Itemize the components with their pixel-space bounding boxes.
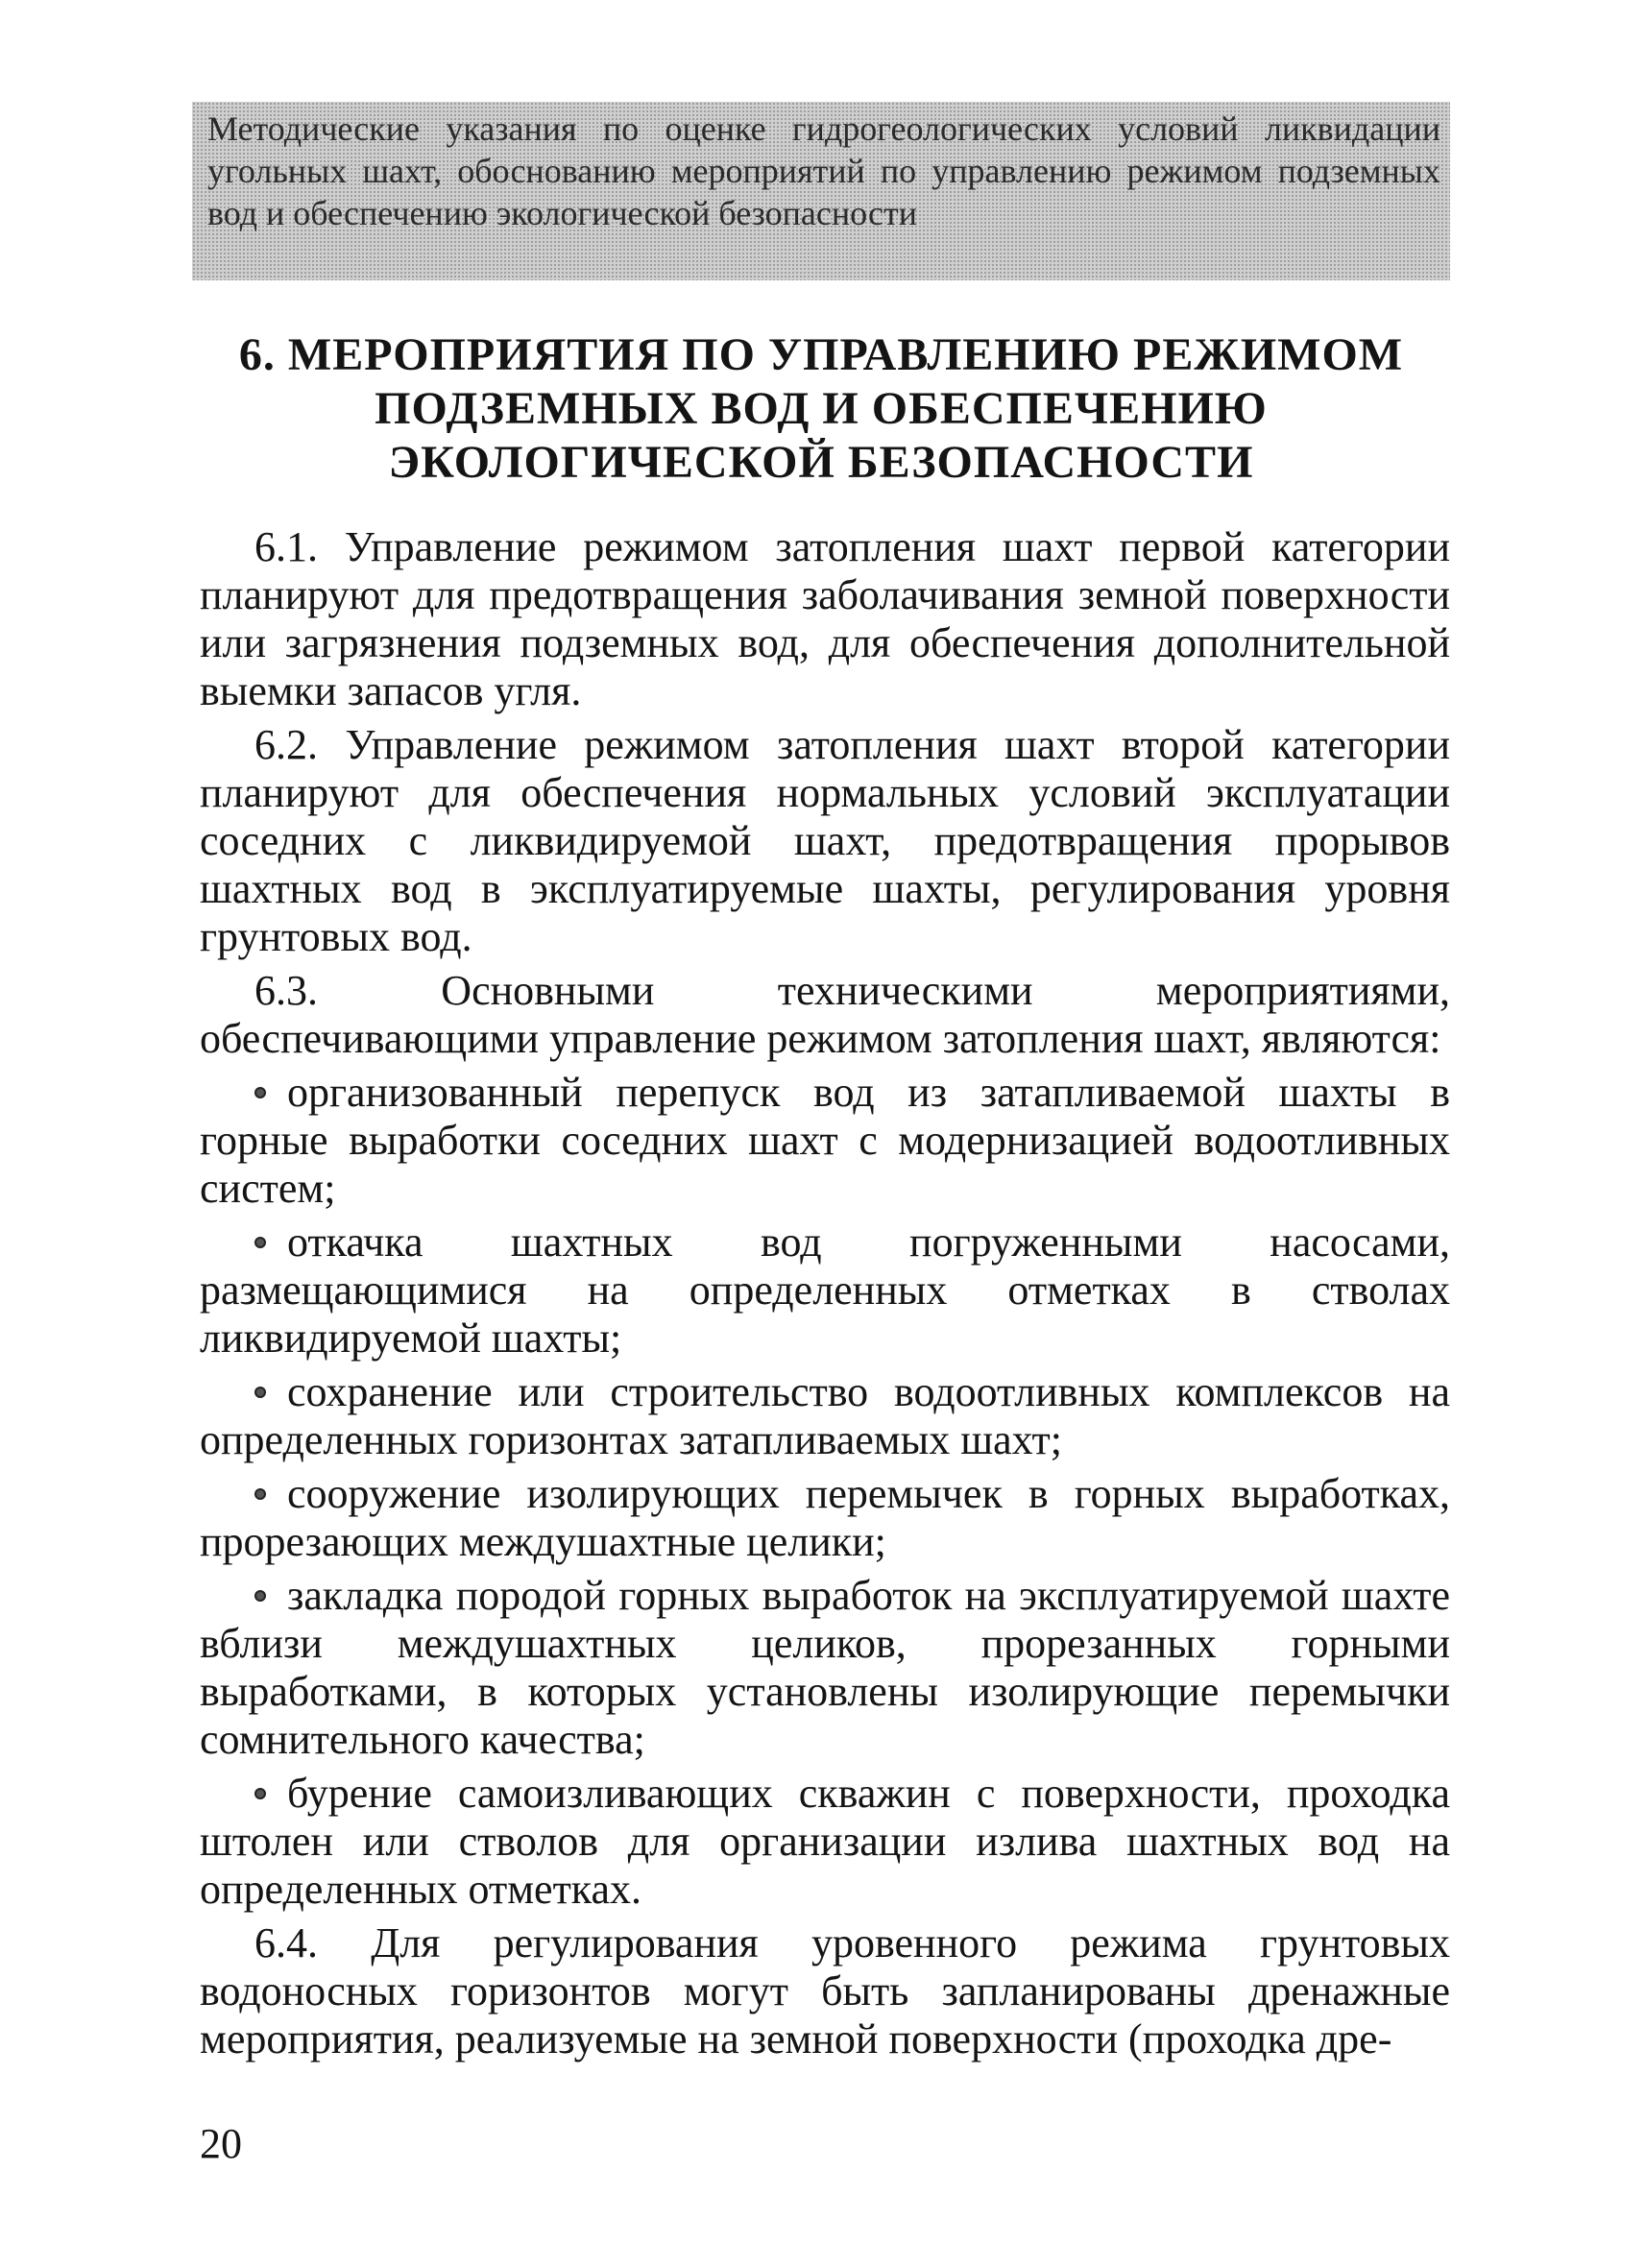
bullet-item bbox=[200, 1368, 1450, 1464]
bullet-dot-icon bbox=[254, 1087, 266, 1098]
bullet-item bbox=[200, 1572, 1450, 1764]
paragraph-6-3: 6.3. Основными техническими мероприятиями, обеспечивающими управление режимом затопления шахт, являются: bbox=[200, 967, 1450, 1062]
bullet-text: бурение самоизливающих скважин с поверхности, проходка штолен или стволов для организации излива шахтных вод на определенных отметках. bbox=[200, 1770, 1450, 1913]
bullet-text: сохранение или строительство водоотливных комплексов на определенных горизонтах затапливаемых шахт; bbox=[200, 1368, 1450, 1463]
bullet-item bbox=[200, 1069, 1450, 1213]
bullet-text: сооружение изолирующих перемычек в горных выработках, прорезающих междушахтные целики; bbox=[200, 1470, 1450, 1565]
paragraph-6-2: 6.2. Управление режимом затопления шахт второй категории планируют для обеспечения нормальных условий эксплуатации соседних с ликвидируемой шахт, предотвращения прорывов шахтных вод в эксплуатируемые шахты, регулирования уровня грунтовых вод. bbox=[200, 721, 1450, 960]
bullet-dot-icon bbox=[254, 1237, 266, 1248]
paragraph-6-1: 6.1. Управление режимом затопления шахт первой категории планируют для предотвращения заболачивания земной поверхности или загрязнения подземных вод, для обеспечения дополнительной выемки запасов угля. bbox=[200, 523, 1450, 714]
running-header-text: Методические указания по оценке гидрогеологических условий ликвидации угольных шахт, обоснованию мероприятий по управлению режимом подземных вод и обеспечению экологической безопасности bbox=[207, 109, 1440, 232]
section-title-line-3: ЭКОЛОГИЧЕСКОЙ БЕЗОПАСНОСТИ bbox=[388, 437, 1254, 488]
page-number: 20 bbox=[200, 2120, 242, 2167]
paragraph-6-4: 6.4. Для регулирования уровенного режима грунтовых водоносных горизонтов могут быть запланированы дренажные мероприятия, реализуемые на земной поверхности (проходка дре- bbox=[200, 1919, 1450, 2063]
bullet-dot-icon bbox=[254, 1590, 266, 1602]
section-title-line-2: ПОДЗЕМНЫХ ВОД И ОБЕСПЕЧЕНИЮ bbox=[375, 383, 1268, 434]
bullet-item bbox=[200, 1770, 1450, 1914]
section-title bbox=[192, 328, 1450, 490]
bullet-item bbox=[200, 1470, 1450, 1566]
bullet-text: откачка шахтных вод погруженными насосами, размещающимися на определенных отметках в стволах ликвидируемой шахты; bbox=[200, 1218, 1450, 1362]
bullet-dot-icon bbox=[254, 1788, 266, 1799]
bullet-text: организованный перепуск вод из затапливаемой шахты в горные выработки соседних шахт с модернизацией водоотливных систем; bbox=[200, 1069, 1450, 1212]
bullet-item bbox=[200, 1218, 1450, 1363]
bullet-dot-icon bbox=[254, 1387, 266, 1398]
body-text bbox=[200, 523, 1450, 2069]
section-title-line-1: 6. МЕРОПРИЯТИЯ ПО УПРАВЛЕНИЮ РЕЖИМОМ bbox=[238, 329, 1404, 380]
running-header bbox=[192, 102, 1450, 280]
bullet-dot-icon bbox=[254, 1488, 266, 1500]
bullet-text: закладка породой горных выработок на эксплуатируемой шахте вблизи междушахтных целиков, прорезанных горными выработками, в которых установлены изолирующие перемычки сомнительного качества; bbox=[200, 1572, 1450, 1763]
